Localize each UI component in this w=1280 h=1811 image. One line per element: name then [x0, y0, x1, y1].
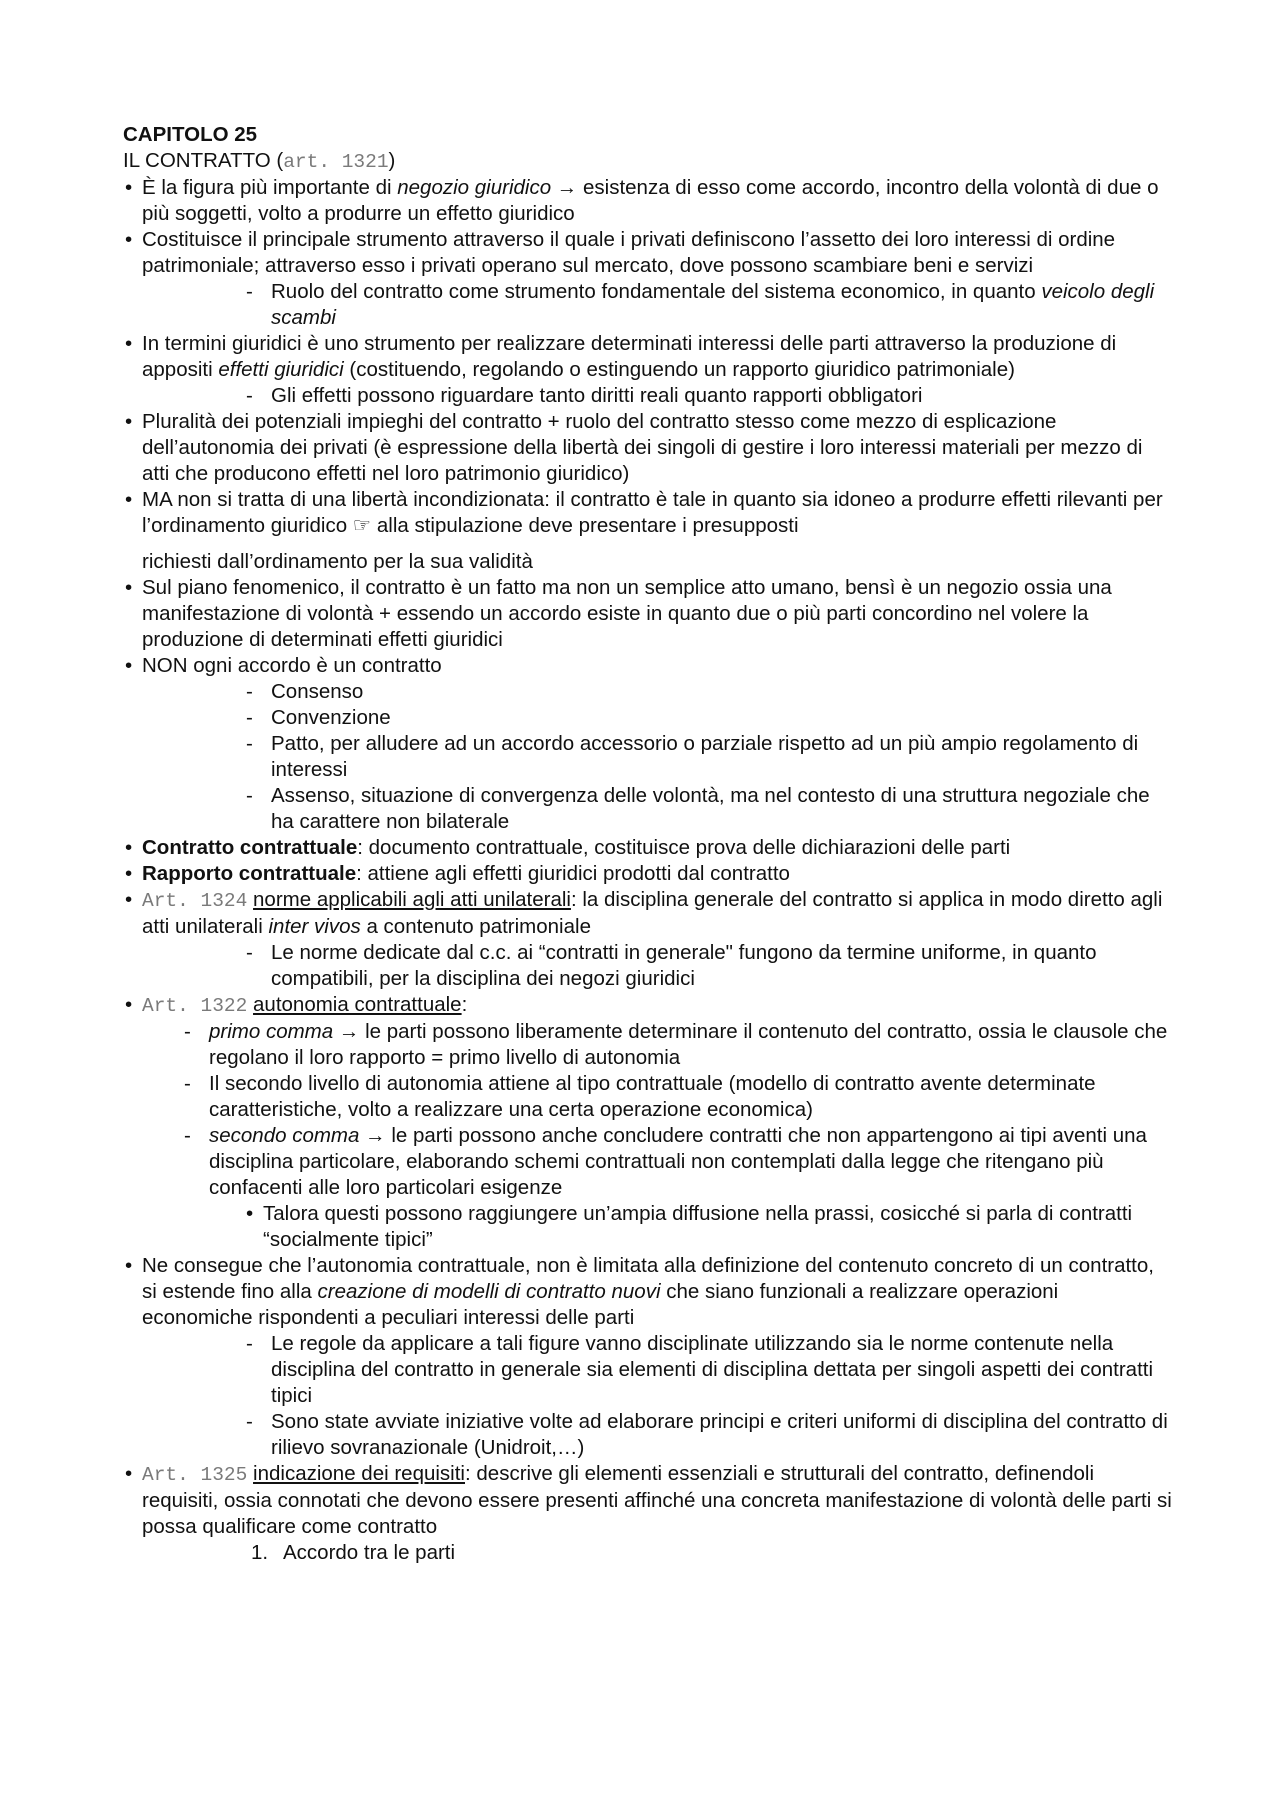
dash-marker: -	[184, 1124, 191, 1147]
bullet-item: • Rapporto contrattuale: attiene agli effetti giuridici prodotti dal contratto	[125, 862, 790, 885]
article-reference: Art. 1325	[142, 1464, 248, 1486]
dash-item: - Convenzione	[246, 706, 391, 729]
dash-marker: -	[246, 732, 253, 755]
article-reference: Art. 1324	[142, 890, 248, 912]
bullet-item: • In termini giuridici è uno strumento per realizzare determinati interessi delle parti attraverso la produzione di appositi effetti giuridici (costituendo, regolando o estinguendo un rapporto giuridico patrimoniale)	[125, 332, 1117, 381]
emphasis: primo comma	[209, 1020, 334, 1043]
section-title	[123, 148, 1173, 175]
article-reference: art. 1321	[283, 151, 389, 173]
bullet-item: • Art. 1325 indicazione dei requisiti: descrive gli elementi essenziali e strutturali del contratto, definendoli requisiti, ossia connotati che devono essere presenti affinché una concreta manifestazione di volontà delle parti si possa qualificare come contratto	[125, 1462, 1172, 1538]
bullet-item: • MA non si tratta di una libertà incondizionata: il contratto è tale in quanto sia idoneo a produrre effetti rilevanti per l’ordinamento giuridico ☞ alla stipulazione deve presentare i presupposti	[125, 488, 1163, 537]
bullet-marker: •	[125, 1462, 133, 1485]
underlined-term: autonomia contrattuale	[253, 993, 462, 1016]
dash-item: - Gli effetti possono riguardare tanto diritti reali quanto rapporti obbligatori	[246, 384, 923, 407]
underlined-term: indicazione dei requisiti	[253, 1462, 465, 1485]
emphasis: negozio giuridico	[397, 176, 552, 199]
bullet-marker: •	[125, 576, 133, 599]
dash-marker: -	[246, 706, 253, 729]
bullet-marker: •	[125, 836, 133, 859]
bullet-marker: •	[246, 1202, 254, 1225]
dash-marker: -	[246, 1410, 253, 1433]
emphasis: creazione di modelli di contratto nuovi	[317, 1280, 661, 1303]
emphasis: secondo comma	[209, 1124, 360, 1147]
emphasis: veicolo degli scambi	[271, 280, 1155, 329]
bold-term: Rapporto contrattuale	[142, 862, 357, 885]
dash-item: - primo comma → le parti possono liberamente determinare il contenuto del contratto, ossia le clausole che regolano il loro rapporto = primo livello di autonomia	[184, 1020, 1168, 1069]
dash-marker: -	[246, 784, 253, 807]
bullet-marker: •	[125, 332, 133, 355]
dash-item: - Sono state avviate iniziative volte ad elaborare principi e criteri uniformi di disciplina del contratto di rilievo sovranazionale (Unidroit,…)	[246, 1410, 1168, 1459]
bullet-marker: •	[125, 888, 133, 911]
dash-marker: -	[246, 1332, 253, 1355]
bullet-item: • Contratto contrattuale: documento contrattuale, costituisce prova delle dichiarazioni delle parti	[125, 836, 1011, 859]
dash-marker: -	[184, 1072, 191, 1095]
dash-item: - Ruolo del contratto come strumento fondamentale del sistema economico, in quanto veicolo degli scambi	[246, 280, 1155, 329]
dash-item: - Assenso, situazione di convergenza delle volontà, ma nel contesto di una struttura negoziale che ha carattere non bilaterale	[246, 784, 1150, 833]
dash-marker: -	[184, 1020, 191, 1043]
chapter-title: CAPITOLO 25	[123, 123, 258, 146]
bullet-marker: •	[125, 654, 133, 677]
spacer	[123, 539, 1173, 549]
dash-item: - Consenso	[246, 680, 364, 703]
bullet-marker: •	[125, 488, 133, 511]
article-reference: Art. 1322	[142, 995, 248, 1017]
dash-item: - Le regole da applicare a tali figure vanno disciplinate utilizzando sia le norme contenute nella disciplina del contratto in generale sia elementi di disciplina dettata per singoli aspetti dei contratti tipici	[246, 1332, 1154, 1407]
bullet-marker: •	[125, 228, 133, 251]
dash-item: - Patto, per alludere ad un accordo accessorio o parziale rispetto ad un più ampio regolamento di interessi	[246, 732, 1139, 781]
number-marker: 1.	[251, 1541, 269, 1564]
continuation-line: richiesti dall’ordinamento per la sua validità	[142, 550, 533, 573]
document-content	[123, 122, 1173, 1566]
emphasis: inter vivos	[268, 915, 361, 938]
dash-marker: -	[246, 941, 253, 964]
underlined-term: norme applicabili agli atti unilaterali	[253, 888, 571, 911]
bullet-item: • Ne consegue che l’autonomia contrattuale, non è limitata alla definizione del contenuto concreto di un contratto, si estende fino alla creazione di modelli di contratto nuovi che siano funzionali a realizzare operazioni economiche rispondenti a peculiari interessi delle parti	[125, 1254, 1154, 1329]
bullet-marker: •	[125, 862, 133, 885]
dash-item: - secondo comma → le parti possono anche concludere contratti che non appartengono ai tipi aventi una disciplina particolare, elaborando schemi contrattuali non contemplati dalla legge che ritengano più confacenti alle loro particolari esigenze	[184, 1124, 1147, 1199]
numbered-item: 1. Accordo tra le parti	[251, 1541, 456, 1564]
dash-item: - Le norme dedicate dal c.c. ai “contratti in generale" fungono da termine uniforme, in quanto compatibili, per la disciplina dei negozi giuridici	[246, 941, 1097, 990]
emphasis: effetti giuridici	[218, 358, 344, 381]
dash-marker: -	[246, 384, 253, 407]
dash-marker: -	[246, 280, 253, 303]
section-title-text: IL CONTRATTO (	[123, 149, 284, 172]
bullet-item: • Art. 1322 autonomia contrattuale:	[125, 993, 468, 1017]
bullet-item: • NON ogni accordo è un contratto	[125, 654, 442, 677]
bold-term: Contratto contrattuale	[142, 836, 358, 859]
dash-marker: -	[246, 680, 253, 703]
bullet-item: • Art. 1324 norme applicabili agli atti unilaterali: la disciplina generale del contratto si applica in modo diretto agli atti unilaterali inter vivos a contenuto patrimoniale	[125, 888, 1163, 938]
bullet-marker: •	[125, 1254, 133, 1277]
bullet-item: • È la figura più importante di negozio giuridico → esistenza di esso come accordo, incontro della volontà di due o più soggetti, volto a produrre un effetto giuridico	[125, 176, 1159, 225]
sub-bullet-item: • Talora questi possono raggiungere un’ampia diffusione nella prassi, cosicché si parla di contratti “socialmente tipici”	[246, 1202, 1133, 1251]
section-title-close: )	[388, 149, 396, 172]
bullet-item: • Sul piano fenomenico, il contratto è un fatto ma non un semplice atto umano, bensì è un negozio ossia una manifestazione di volontà + essendo un accordo esiste in quanto due o più parti concordino nel volere la produzione di determinati effetti giuridici	[125, 576, 1112, 651]
bullet-item: • Pluralità dei potenziali impieghi del contratto + ruolo del contratto stesso come mezzo di esplicazione dell’autonomia dei privati (è espressione della libertà dei singoli di gestire i loro interessi materiali per mezzo di atti che producono effetti nel loro patrimonio giuridico)	[125, 410, 1143, 485]
bullet-item: • Costituisce il principale strumento attraverso il quale i privati definiscono l’assetto dei loro interessi di ordine patrimoniale; attraverso esso i privati operano sul mercato, dove possono scambiare beni e servizi	[125, 228, 1116, 277]
bullet-marker: •	[125, 176, 133, 199]
bullet-marker: •	[125, 993, 133, 1016]
bullet-marker: •	[125, 410, 133, 433]
dash-item: - Il secondo livello di autonomia attiene al tipo contrattuale (modello di contratto avente determinate caratteristiche, volto a realizzare una certa operazione economica)	[184, 1072, 1096, 1121]
